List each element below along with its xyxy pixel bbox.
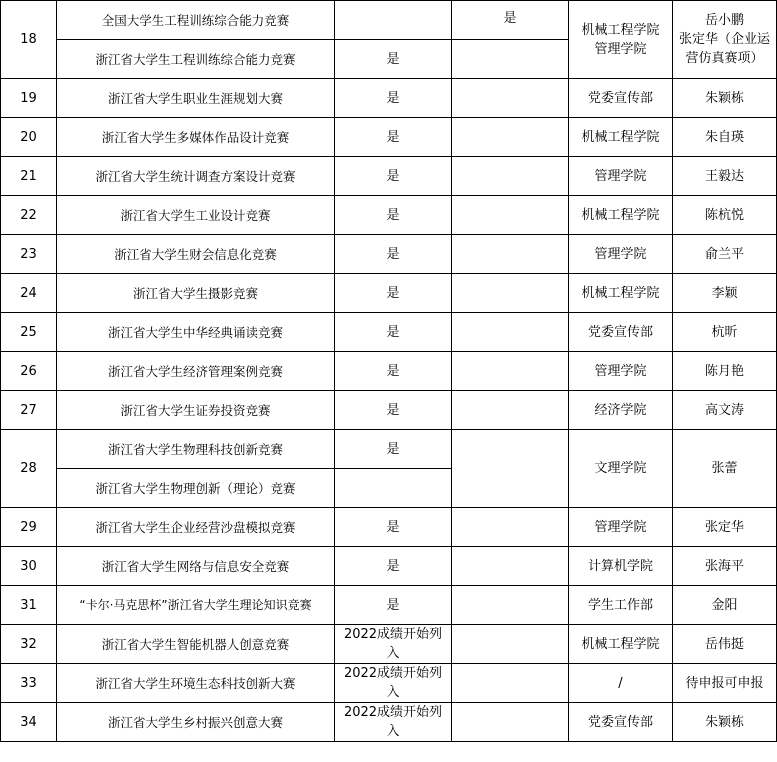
provincial-cell: 是 (335, 274, 452, 313)
national-cell (452, 157, 569, 196)
department-cell: 管理学院 (569, 157, 673, 196)
contact-cell: 张蕾 (673, 430, 777, 508)
row-number-cell: 32 (1, 625, 57, 664)
provincial-cell: 2022成绩开始列入 (335, 703, 452, 742)
provincial-cell: 是 (335, 235, 452, 274)
national-cell (452, 508, 569, 547)
contact-cell: 朱颖栋 (673, 79, 777, 118)
provincial-cell: 2022成绩开始列入 (335, 625, 452, 664)
table-row (1, 430, 777, 469)
contact-cell: 陈杭悦 (673, 196, 777, 235)
contact-cell: 陈月艳 (673, 352, 777, 391)
competition-name-cell: 浙江省大学生统计调查方案设计竞赛 (57, 157, 335, 196)
national-cell (452, 664, 569, 703)
competition-name-cell: 浙江省大学生物理科技创新竞赛 (57, 430, 335, 469)
contact-cell: 张海平 (673, 547, 777, 586)
competition-name-cell: 浙江省大学生职业生涯规划大赛 (57, 79, 335, 118)
department-cell: 党委宣传部 (569, 79, 673, 118)
department-cell: / (569, 664, 673, 703)
department-cell: 计算机学院 (569, 547, 673, 586)
row-number-cell: 25 (1, 313, 57, 352)
contact-cell: 岳伟挺 (673, 625, 777, 664)
contact-cell: 朱自瑛 (673, 118, 777, 157)
provincial-cell: 是 (335, 79, 452, 118)
table-row (1, 625, 777, 664)
row-number-cell: 19 (1, 79, 57, 118)
table-row (1, 703, 777, 742)
contact-cell: 待申报可申报 (673, 664, 777, 703)
table-row (1, 274, 777, 313)
contact-cell: 金阳 (673, 586, 777, 625)
provincial-cell: 是 (335, 40, 452, 79)
table-row (1, 391, 777, 430)
national-cell (452, 703, 569, 742)
national-cell (452, 274, 569, 313)
competition-name-cell: “卡尔·马克思杯”浙江省大学生理论知识竞赛 (57, 586, 335, 625)
national-cell (452, 235, 569, 274)
national-cell (452, 625, 569, 664)
national-cell (452, 547, 569, 586)
row-number-cell: 21 (1, 157, 57, 196)
department-cell: 经济学院 (569, 391, 673, 430)
provincial-cell: 是 (335, 547, 452, 586)
competition-name-cell: 浙江省大学生多媒体作品设计竞赛 (57, 118, 335, 157)
provincial-cell: 是 (335, 157, 452, 196)
table-row (1, 547, 777, 586)
provincial-cell (335, 1, 452, 40)
row-number-cell: 28 (1, 430, 57, 508)
department-cell: 党委宣传部 (569, 313, 673, 352)
row-number-cell: 24 (1, 274, 57, 313)
contact-cell: 杭昕 (673, 313, 777, 352)
provincial-cell (335, 469, 452, 508)
competition-name-cell: 浙江省大学生摄影竞赛 (57, 274, 335, 313)
department-cell: 党委宣传部 (569, 703, 673, 742)
row-number-cell: 18 (1, 1, 57, 79)
table-row (1, 79, 777, 118)
provincial-cell: 是 (335, 586, 452, 625)
contact-cell: 王毅达 (673, 157, 777, 196)
department-cell: 管理学院 (569, 508, 673, 547)
national-cell (452, 118, 569, 157)
department-cell: 管理学院 (569, 352, 673, 391)
table-row (1, 586, 777, 625)
row-number-cell: 34 (1, 703, 57, 742)
contact-cell: 俞兰平 (673, 235, 777, 274)
department-cell: 机械工程学院 (569, 274, 673, 313)
department-cell: 机械工程学院 (569, 625, 673, 664)
national-cell (452, 586, 569, 625)
contact-cell: 张定华 (673, 508, 777, 547)
contact-cell: 李颖 (673, 274, 777, 313)
row-number-cell: 29 (1, 508, 57, 547)
contact-cell: 高文涛 (673, 391, 777, 430)
row-number-cell: 27 (1, 391, 57, 430)
national-cell (452, 79, 569, 118)
provincial-cell: 是 (335, 391, 452, 430)
department-cell: 机械工程学院 (569, 196, 673, 235)
table-row (1, 664, 777, 703)
provincial-cell: 是 (335, 118, 452, 157)
competition-name-cell: 浙江省大学生经济管理案例竞赛 (57, 352, 335, 391)
competition-name-cell: 浙江省大学生工业设计竞赛 (57, 196, 335, 235)
table-row (1, 196, 777, 235)
competition-name-cell: 浙江省大学生智能机器人创意竞赛 (57, 625, 335, 664)
competition-name-cell: 全国大学生工程训练综合能力竞赛 (57, 1, 335, 40)
row-number-cell: 31 (1, 586, 57, 625)
table-row (1, 1, 777, 40)
department-cell: 管理学院 (569, 235, 673, 274)
provincial-cell: 是 (335, 430, 452, 469)
table-row (1, 118, 777, 157)
national-cell: 是 (452, 1, 569, 40)
provincial-cell: 是 (335, 196, 452, 235)
row-number-cell: 33 (1, 664, 57, 703)
row-number-cell: 30 (1, 547, 57, 586)
table-body (1, 1, 777, 742)
national-cell (452, 430, 569, 508)
national-cell (452, 196, 569, 235)
row-number-cell: 22 (1, 196, 57, 235)
competition-name-cell: 浙江省大学生乡村振兴创意大赛 (57, 703, 335, 742)
competition-name-cell: 浙江省大学生环境生态科技创新大赛 (57, 664, 335, 703)
table-row (1, 508, 777, 547)
provincial-cell: 是 (335, 508, 452, 547)
competition-name-cell: 浙江省大学生企业经营沙盘模拟竞赛 (57, 508, 335, 547)
provincial-cell: 2022成绩开始列入 (335, 664, 452, 703)
row-number-cell: 20 (1, 118, 57, 157)
competition-name-cell: 浙江省大学生网络与信息安全竞赛 (57, 547, 335, 586)
department-cell: 文理学院 (569, 430, 673, 508)
competition-name-cell: 浙江省大学生财会信息化竞赛 (57, 235, 335, 274)
contact-cell: 朱颖栋 (673, 703, 777, 742)
table-row (1, 157, 777, 196)
row-number-cell: 23 (1, 235, 57, 274)
national-cell (452, 352, 569, 391)
competition-name-cell: 浙江省大学生物理创新（理论）竞赛 (57, 469, 335, 508)
competition-name-cell: 浙江省大学生证券投资竞赛 (57, 391, 335, 430)
national-cell (452, 40, 569, 79)
competition-name-cell: 浙江省大学生中华经典诵读竞赛 (57, 313, 335, 352)
competition-name-cell: 浙江省大学生工程训练综合能力竞赛 (57, 40, 335, 79)
provincial-cell: 是 (335, 313, 452, 352)
table-row (1, 313, 777, 352)
provincial-cell: 是 (335, 352, 452, 391)
national-cell (452, 313, 569, 352)
row-number-cell: 26 (1, 352, 57, 391)
department-cell: 机械工程学院 (569, 118, 673, 157)
contact-cell: 岳小鹏 张定华（企业运营仿真赛项） (673, 1, 777, 79)
table-row (1, 352, 777, 391)
department-cell: 机械工程学院 管理学院 (569, 1, 673, 79)
table-row (1, 235, 777, 274)
department-cell: 学生工作部 (569, 586, 673, 625)
national-cell (452, 391, 569, 430)
